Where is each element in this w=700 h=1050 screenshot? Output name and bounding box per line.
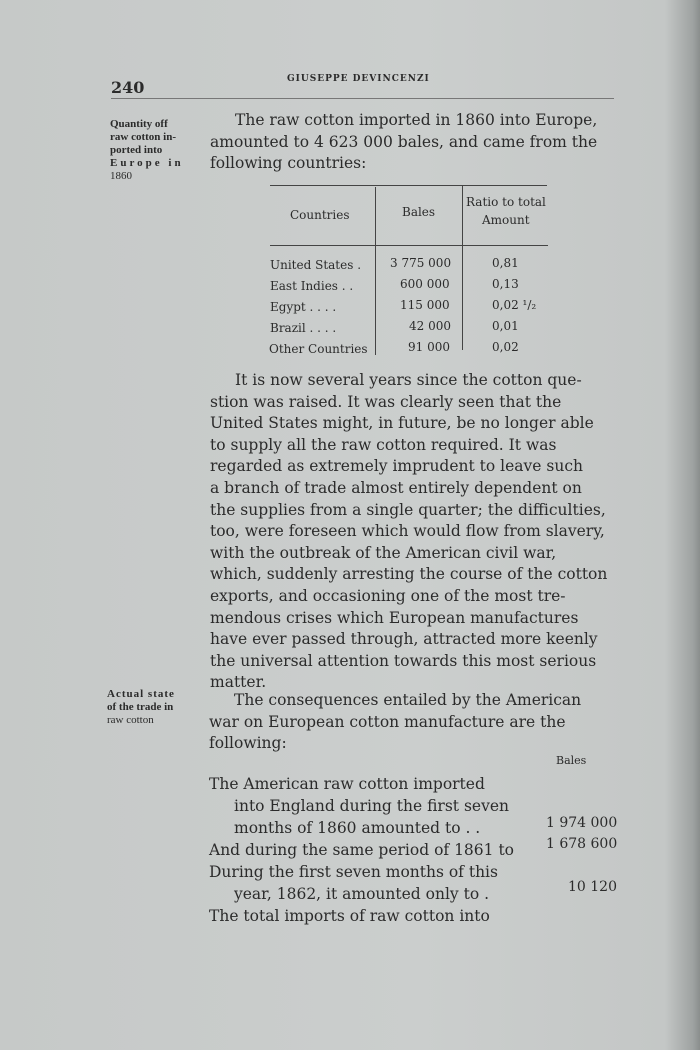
text-line: have ever passed through, attracted more keenly <box>210 630 598 649</box>
row-ratio: 0,02 ¹/₂ <box>492 298 537 312</box>
import-value: 1 974 000 <box>546 815 618 831</box>
row-country: Other Countries <box>269 342 368 356</box>
text-line: a branch of trade almost entirely dependent on <box>210 478 582 497</box>
row-bales: 42 000 <box>409 319 451 333</box>
text-line: regarded as extremely imprudent to leave such <box>210 457 583 476</box>
text-line: mendous crises which European manufactures <box>210 608 579 627</box>
import-line: The total imports of raw cotton into <box>209 907 490 925</box>
margin-line: Europe in <box>110 157 184 169</box>
row-bales: 600 000 <box>400 277 450 291</box>
text-line: The consequences entailed by the American <box>234 691 582 709</box>
header-rule <box>111 98 614 99</box>
text-line: exports, and occasioning one of the most tre- <box>210 586 566 605</box>
import-line: During the first seven months of this <box>209 863 498 881</box>
text-line: United States might, in future, be no longer able <box>210 414 594 433</box>
import-line: And during the same period of 1861 to <box>209 841 515 859</box>
intro-paragraph <box>210 110 597 175</box>
margin-line: ported into <box>110 144 163 156</box>
text-line: matter. <box>210 673 267 692</box>
row-bales: 3 775 000 <box>390 256 452 270</box>
row-country: United States . <box>270 258 362 272</box>
margin-note-actual-state <box>107 688 197 727</box>
consequences-paragraph <box>209 690 581 755</box>
import-line: The American raw cotton imported <box>209 775 485 793</box>
text-line: following: <box>209 734 287 753</box>
text-line: the supplies from a single quarter; the difficulties, <box>210 500 606 519</box>
text-line: The raw cotton imported in 1860 into Europe, <box>235 111 598 129</box>
cotton-question-paragraph <box>210 370 612 694</box>
row-ratio: 0,01 <box>492 319 519 333</box>
import-line: year, 1862, it amounted only to . <box>234 885 490 903</box>
text-line: amounted to 4 623 000 bales, and came from the <box>210 132 598 151</box>
text-line: with the outbreak of the American civil war, <box>210 543 557 562</box>
margin-line: raw cotton in- <box>110 131 176 143</box>
text-line: which, suddenly arresting the course of the cotton <box>210 565 608 584</box>
text-line: It is now several years since the cotton que- <box>235 371 582 389</box>
margin-line: raw cotton <box>107 714 154 726</box>
margin-note-quantity <box>110 118 200 183</box>
text-line: following countries: <box>210 154 367 173</box>
row-country: Brazil . . . . <box>270 321 337 335</box>
text-line: to supply all the raw cotton required. It was <box>210 435 557 454</box>
row-bales: 115 000 <box>400 298 450 312</box>
import-line: into England during the first seven <box>234 797 509 815</box>
margin-line: Actual state <box>107 688 175 700</box>
margin-line: 1860 <box>110 170 132 182</box>
header-ratio: Ratio to total <box>466 195 546 209</box>
text-line: too, were foreseen which would flow from slavery, <box>210 522 605 541</box>
margin-line: of the trade in <box>107 701 174 713</box>
bales-unit-label: Bales <box>556 754 587 767</box>
import-line: months of 1860 amounted to . . <box>234 819 481 837</box>
row-country: Egypt . . . . <box>270 300 337 314</box>
import-value: 10 120 <box>568 879 617 895</box>
row-ratio: 0,13 <box>492 277 519 291</box>
margin-line: Quantity off <box>110 118 168 130</box>
row-ratio: 0,02 <box>492 340 519 354</box>
row-ratio: 0,81 <box>492 256 519 270</box>
page-number: 240 <box>111 78 145 97</box>
import-value: 1 678 600 <box>546 836 618 852</box>
row-country: East Indies . . <box>270 279 354 293</box>
header-bales: Bales <box>402 205 436 219</box>
text-line: stion was raised. It was clearly seen that the <box>210 392 562 411</box>
text-line: the universal attention towards this most serious <box>210 651 597 670</box>
running-head: GIUSEPPE DEVINCENZI <box>287 74 430 84</box>
row-bales: 91 000 <box>408 340 450 354</box>
text-line: war on European cotton manufacture are the <box>209 712 566 731</box>
header-amount: Amount <box>482 213 530 227</box>
header-countries: Countries <box>290 208 350 222</box>
